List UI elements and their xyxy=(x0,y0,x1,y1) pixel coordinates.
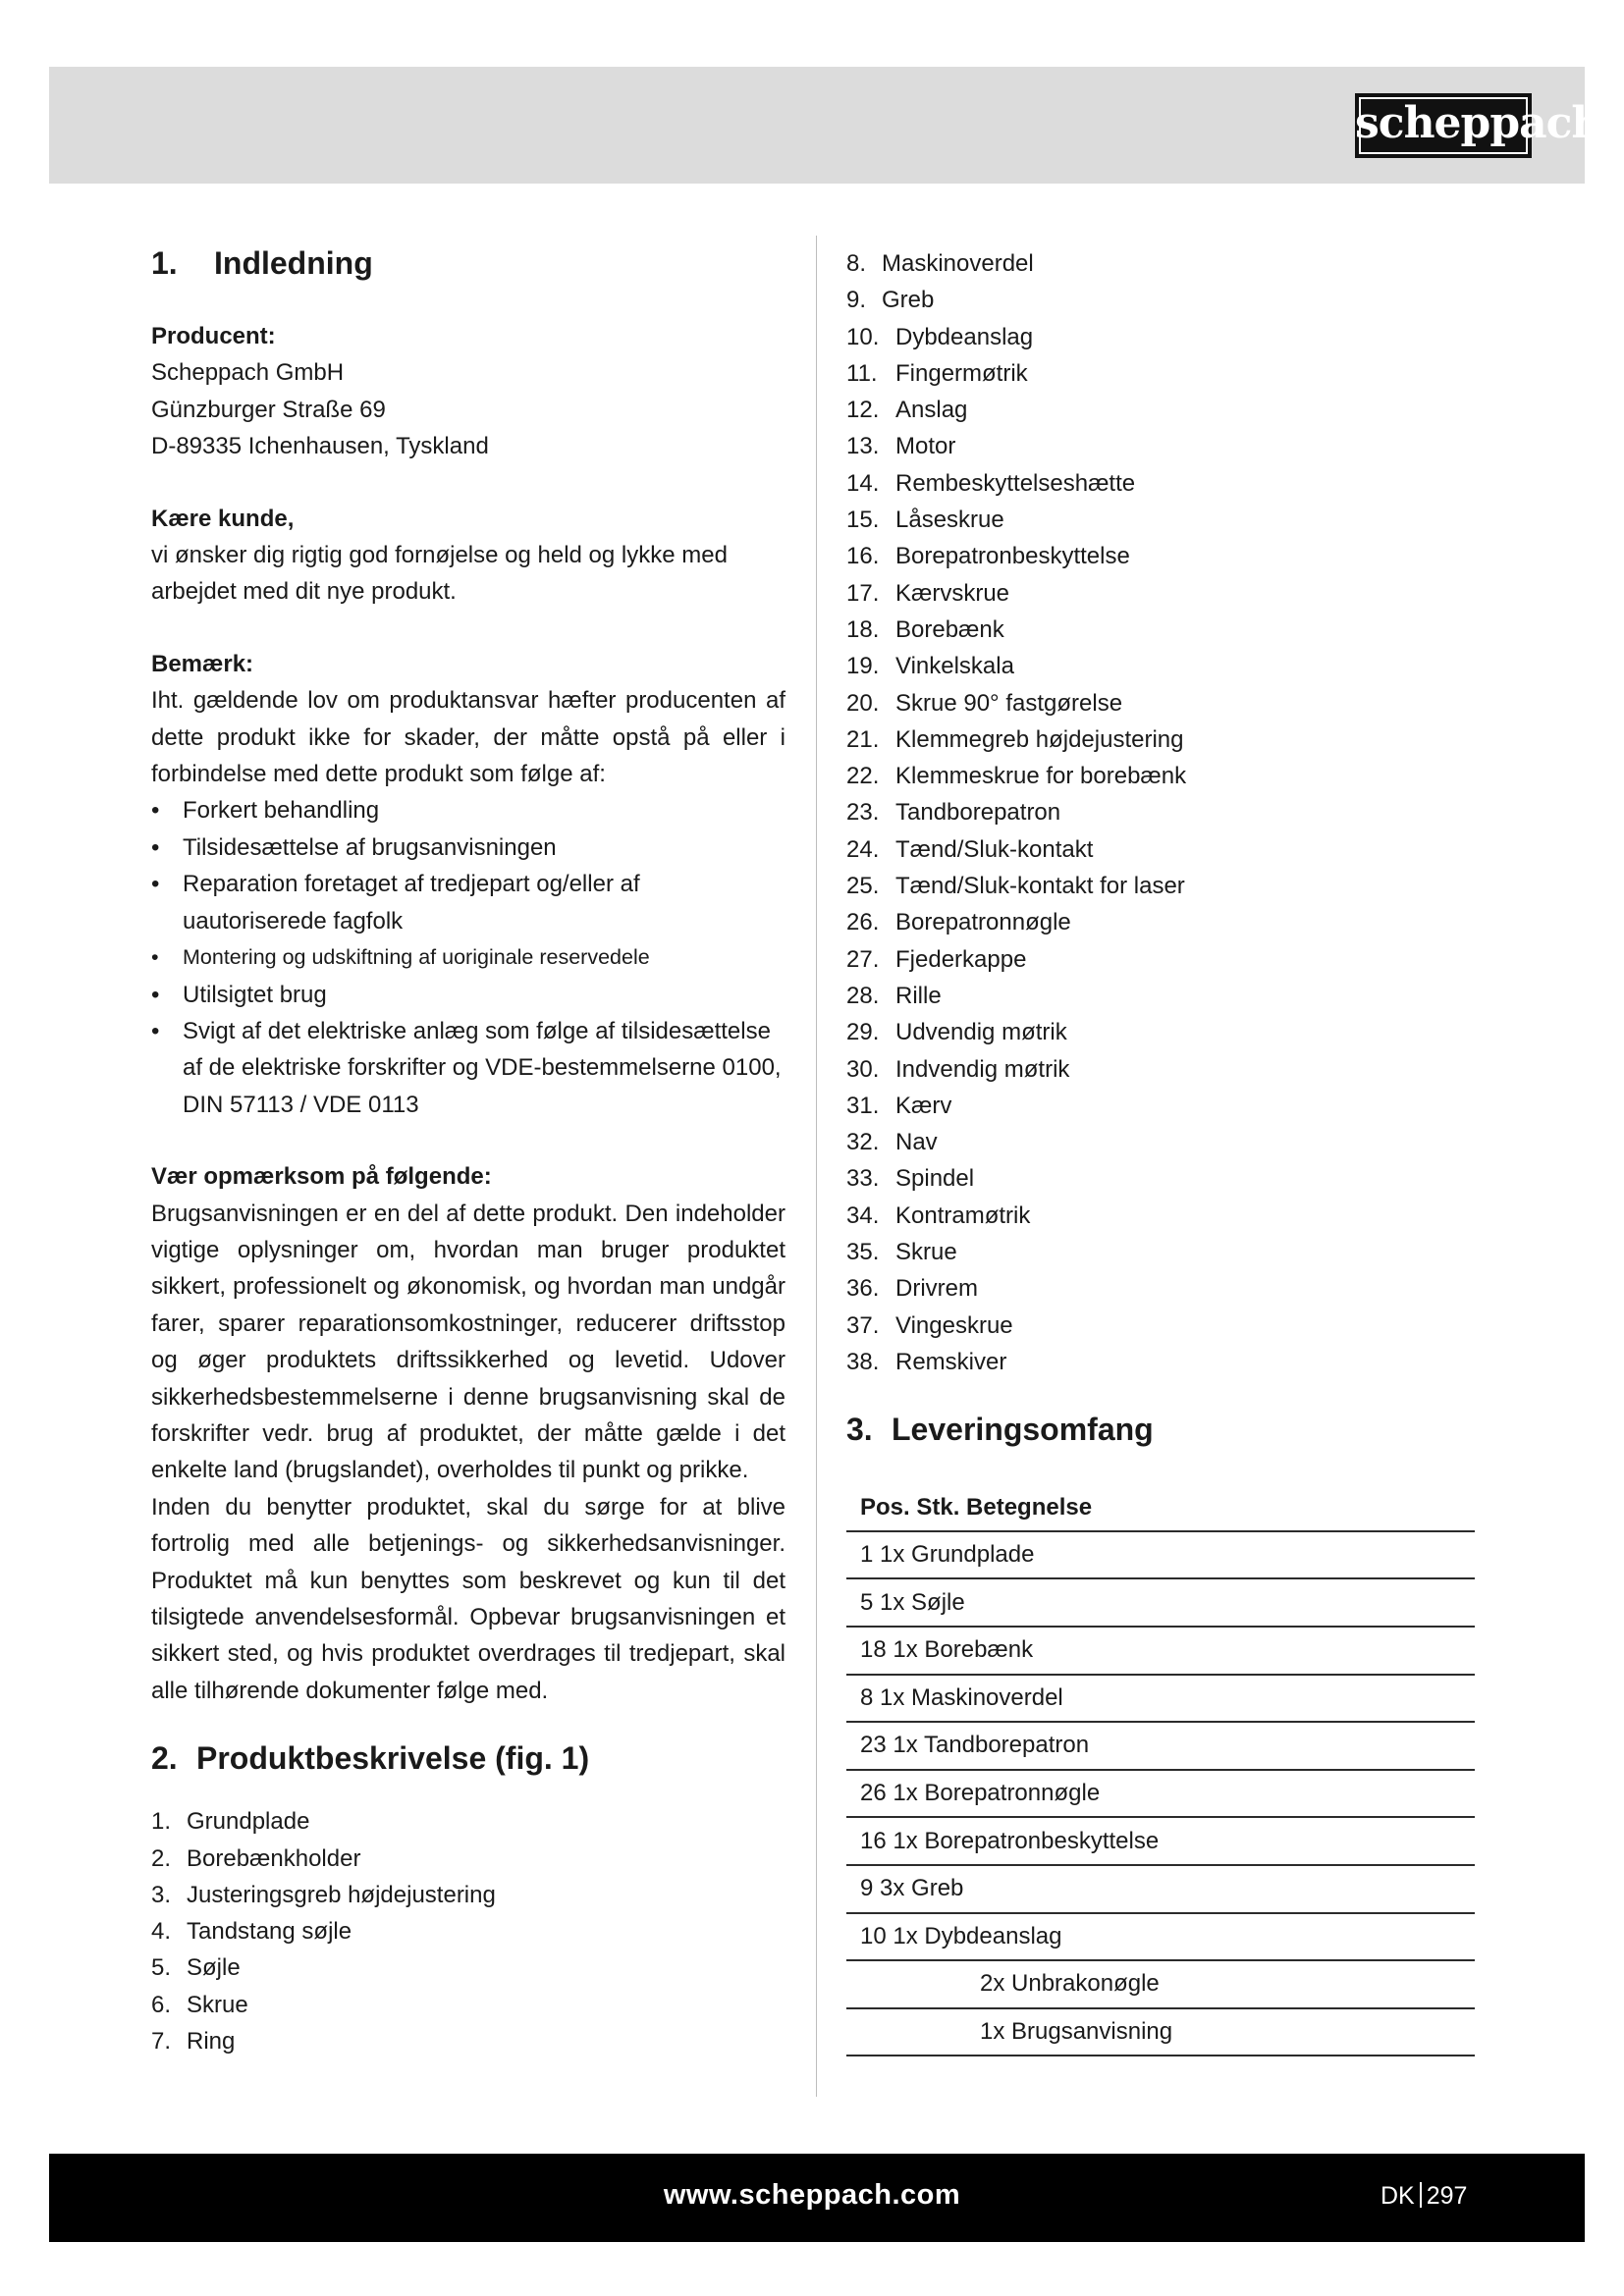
list-item: 10. Dybdeanslag xyxy=(846,323,1034,350)
dear-customer-label: Kære kunde, xyxy=(151,505,295,532)
list-item: 20. Skrue 90° fastgørelse xyxy=(846,689,1123,717)
producer-line: D-89335 Ichenhausen, Tyskland xyxy=(151,433,489,460)
table-row xyxy=(846,1817,1475,1865)
section-1-title: Indledning xyxy=(214,245,373,281)
list-item: 37. Vingeskrue xyxy=(846,1311,1013,1339)
list-item: 1. Grundplade xyxy=(151,1808,310,1836)
section-2-heading xyxy=(151,1731,785,1786)
table-row xyxy=(846,1913,1475,1961)
list-item: 35. Skrue xyxy=(846,1239,957,1266)
list-item: 9. Greb xyxy=(846,287,935,314)
language-code: DK xyxy=(1380,2182,1415,2210)
section-1-heading xyxy=(151,236,785,291)
list-item: 13. Motor xyxy=(846,433,956,460)
producer-label: Producent: xyxy=(151,323,276,349)
list-item: 33. Spindel xyxy=(846,1165,975,1193)
table-row xyxy=(846,1578,1475,1627)
list-item: 36. Drivrem xyxy=(846,1275,978,1303)
product-parts-list-continued xyxy=(846,245,1475,1380)
list-item: 3. Justeringsgreb højdejustering xyxy=(151,1881,496,1908)
list-item: 34. Kontramøtrik xyxy=(846,1201,1031,1229)
list-item: 24. Tænd/Sluk-kontakt xyxy=(846,835,1094,863)
table-row xyxy=(846,1770,1475,1818)
scheppach-logo: scheppach xyxy=(1355,93,1532,158)
column-divider xyxy=(816,236,817,2097)
dear-customer-text: vi ønsker dig rigtig god fornøjelse og held og lykke med arbejdet med dit nye produkt. xyxy=(151,542,728,606)
right-column xyxy=(846,236,1475,2056)
section-1-number: 1. xyxy=(151,245,178,281)
list-item: 29. Udvendig møtrik xyxy=(846,1019,1067,1046)
section-2-title: Produktbeskrivelse (fig. 1) xyxy=(196,1740,590,1777)
list-item: 14. Rembeskyttelseshætte xyxy=(846,469,1136,497)
product-parts-list xyxy=(151,1803,785,2059)
list-item: 16. Borepatronbeskyttelse xyxy=(846,543,1130,570)
attention-text: Brugsanvisningen er en del af dette produkt. Den indeholder vigtige oplysninger om, hvordan man bruger produktet sikkert, professionelt og økonomisk, og hvordan man undgår farer, sparer reparationsomkostninger, reducerer driftsstop og øger produktets driftssikkerhed og levetid. Udover sikkerhedsbestemmelserne i denne brugsanvisning skal de forskrifter vedr. brug af produktet, der måtte gælde i det enkelte land (brugslandet), overholdes til punkt og prikke. xyxy=(151,1200,785,1484)
page-number: 297 xyxy=(1426,2182,1468,2210)
note-text: Iht. gældende lov om produktansvar hæfter producenten af dette produkt ikke for skader, der måtte opstå på eller i forbindelse med dette produkt som følge af: xyxy=(151,687,785,788)
table-cell: 9 3x Greb xyxy=(846,1865,1475,1913)
liability-bullet-list xyxy=(151,792,785,1123)
table-header-row xyxy=(846,1484,1475,1531)
list-item: 21. Klemmegreb højdejustering xyxy=(846,725,1184,753)
table-cell: 18 1x Borebænk xyxy=(846,1627,1475,1675)
table-row xyxy=(846,1722,1475,1770)
list-item: 25. Tænd/Sluk-kontakt for laser xyxy=(846,873,1185,900)
list-item: 38. Remskiver xyxy=(846,1348,1007,1375)
list-item: 2. Borebænkholder xyxy=(151,1844,361,1872)
section-3-heading xyxy=(846,1402,1475,1457)
table-cell: 8 1x Maskinoverdel xyxy=(846,1675,1475,1723)
list-item: 8. Maskinoverdel xyxy=(846,250,1034,277)
table-row xyxy=(846,1675,1475,1723)
table-cell: 2x Unbrakonøgle xyxy=(846,1960,1475,2008)
list-item: 32. Nav xyxy=(846,1129,938,1156)
table-cell: 16 1x Borepatronbeskyttelse xyxy=(846,1817,1475,1865)
list-item: 18. Borebænk xyxy=(846,615,1004,643)
list-item: 11. Fingermøtrik xyxy=(846,359,1028,387)
producer-line: Günzburger Straße 69 xyxy=(151,396,386,423)
attention-text: Inden du benytter produktet, skal du sørge for at blive fortrolig med alle betjenings- og sikkerhedsanvisninger. Produktet må kun benyttes som beskrevet og kun til det tilsigtede anvendelsesformål. Opbevar brugsanvisningen et sikkert sted, og hvis produktet overdrages til tredjepart, skal alle tilhørende dokumenter følge med. xyxy=(151,1493,785,1704)
left-column xyxy=(151,236,785,2059)
bullet-item: • Reparation foretaget af tredjepart og/eller af uautoriserede fagfolk xyxy=(151,866,785,939)
list-item: 27. Fjederkappe xyxy=(846,945,1027,973)
table-row xyxy=(846,2008,1475,2056)
section-2-number: 2. xyxy=(151,1740,178,1777)
scope-of-delivery-table xyxy=(846,1484,1475,2056)
note-label: Bemærk: xyxy=(151,650,254,677)
list-item: 22. Klemmeskrue for borebænk xyxy=(846,763,1187,790)
list-item: 26. Borepatronnøgle xyxy=(846,909,1071,936)
bullet-item: • Tilsidesættelse af brugsanvisningen xyxy=(151,829,785,866)
table-row xyxy=(846,1531,1475,1579)
section-3-number: 3. xyxy=(846,1412,873,1448)
table-cell: 26 1x Borepatronnøgle xyxy=(846,1770,1475,1818)
section-3-title: Leveringsomfang xyxy=(892,1412,1154,1448)
list-item: 31. Kærv xyxy=(846,1092,952,1119)
table-cell: 5 1x Søjle xyxy=(846,1578,1475,1627)
bullet-item: • Utilsigtet brug xyxy=(151,977,785,1013)
footer-website-link[interactable]: www.scheppach.com xyxy=(663,2179,961,2211)
table-cell: 23 1x Tandborepatron xyxy=(846,1722,1475,1770)
table-cell: 1x Brugsanvisning xyxy=(846,2008,1475,2056)
table-row xyxy=(846,1865,1475,1913)
page-separator xyxy=(1420,2182,1422,2208)
list-item: 12. Anslag xyxy=(846,397,968,424)
producer-line: Scheppach GmbH xyxy=(151,359,345,387)
list-item: 7. Ring xyxy=(151,2028,236,2055)
list-item: 15. Låseskrue xyxy=(846,507,1004,534)
bullet-item: • Forkert behandling xyxy=(151,792,785,828)
list-item: 23. Tandborepatron xyxy=(846,799,1061,827)
table-header: Pos. Stk. Betegnelse xyxy=(846,1484,1475,1531)
list-item: 17. Kærvskrue xyxy=(846,579,1010,607)
list-item: 30. Indvendig møtrik xyxy=(846,1055,1070,1083)
bullet-item: • Montering og udskiftning af uoriginale reservedele xyxy=(151,939,785,976)
table-cell: 10 1x Dybdeanslag xyxy=(846,1913,1475,1961)
bullet-item: • Svigt af det elektriske anlæg som følge af tilsidesættelse af de elektriske forskrifter og VDE-bestemmelserne 0100, DIN 57113 / VDE 0113 xyxy=(151,1013,785,1123)
table-row xyxy=(846,1960,1475,2008)
attention-label: Vær opmærksom på følgende: xyxy=(151,1163,492,1191)
list-item: 28. Rille xyxy=(846,982,942,1009)
footer-page-number xyxy=(1380,2182,1467,2211)
list-item: 6. Skrue xyxy=(151,1991,248,2018)
list-item: 4. Tandstang søjle xyxy=(151,1918,352,1946)
list-item: 5. Søjle xyxy=(151,1954,241,1982)
table-row xyxy=(846,1627,1475,1675)
table-cell: 1 1x Grundplade xyxy=(846,1531,1475,1579)
list-item: 19. Vinkelskala xyxy=(846,653,1014,680)
